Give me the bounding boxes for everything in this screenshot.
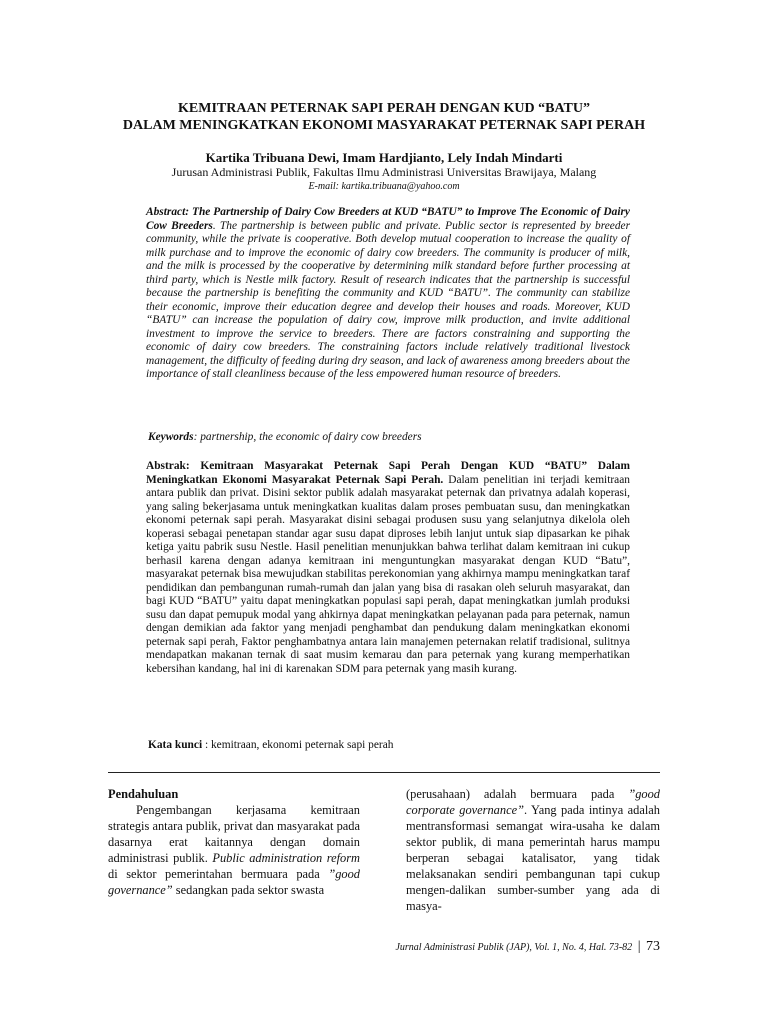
abstract-id-body: Dalam penelitian ini terjadi kemitraan antara publik dan privat. Disini sektor publik adalah masyarakat peternak dan privatnya adalah koperasi, yang saling bekerjasama untuk meningkatkan kualitas dalam proses pembuatan susu, dan meningkatkan ekonomi peternak sapi perah. Masyarakat disini sebagai produsen susu yang selanjutnya dikelola oleh koperasi sebagai penetapan standar agar susu dapat diproses lebih lanjut untuk siap dipasarkan ke pihak ketiga yaitu pabrik susu Nestle. Hasil penelitian menunjukkan bahwa terlihat dalam kemitraan ini cukup berhasil karena dengan adanya kemitraan ini menguntungkan masyarakat dengan KUD “Batu”, masyarakat peternak bisa mewujudkan stabilitas perekonomian yang akhirnya mampu meningkatkan taraf pendidikan dan pembangunan rumah-rumah dan jalan yang bisa di rasakan oleh seluruh masyarakat, dan bagi KUD “BATU” yaitu dapat meningkatkan populasi sapi perah, dapat meningkatkan jumlah produksi susu dan dapat pemupuk modal yang ahkirnya dapat meningkatkan pelayanan pada para peternak, namun dengan demikian ada faktor yang menjadi penghambat dan pendukung dalam meningkatkan ekonomi peternak sapi perah, Faktor penghambatnya antara lain manajemen peternakan relatif tradisional, sulitnya mendapatkan makanan ternak di saat musim kemarau dan para peternak yang kurang memperhatikan kebersihan kandang, hal ini di karenakan SDM para peternak yang masih kurang.	[146, 473, 630, 675]
keywords-id-text: : kemitraan, ekonomi peternak sapi perah	[202, 739, 394, 751]
paper-title-line1: KEMITRAAN PETERNAK SAPI PERAH DENGAN KUD “BATU”	[178, 101, 590, 116]
section-divider	[108, 772, 660, 773]
abstract-indonesian	[146, 460, 630, 676]
intro-left-italic-1: Public administration reform	[212, 851, 360, 865]
author-list: Kartika Tribuana Dewi, Imam Hardjianto, Lely Indah Mindarti	[205, 150, 563, 165]
keywords-indonesian	[148, 738, 632, 752]
intro-left-column	[108, 786, 360, 898]
intro-left-text-2: di sektor pemerintahan bermuara pada	[108, 867, 329, 881]
page-number: 73	[646, 939, 660, 954]
author-affiliation: Jurusan Administrasi Publik, Fakultas Ilmu Administrasi Universitas Brawijaya, Malang	[171, 165, 597, 179]
abstract-en-label: Abstract:	[146, 206, 190, 218]
intro-left-italic-2: ”good governance”	[108, 867, 360, 897]
footer-separator: |	[637, 939, 641, 954]
intro-right-text-2: . Yang pada intinya adalah mentransformasi semangat wira-usaha ke dalam sektor publik, di mana pemerintah harus mampu berperan sebagai katalisator, yang tidak melaksanakan sendiri pembangunan tapi cukup mengen-dalikan sumber-sumber yang ada di masya-	[406, 803, 660, 913]
keywords-id-label: Kata kunci	[148, 739, 203, 751]
intro-left-text-1: Pengembangan kerjasama kemitraan strategis antara publik, privat dan masyarakat pada dasarnya erat kaitannya dengan domain administrasi publik.	[108, 803, 360, 865]
keywords-en-text: : partnership, the economic of dairy cow breeders	[193, 431, 422, 443]
intro-right-column	[406, 786, 660, 914]
abstract-en-body: . The partnership is between public and private. Public sector is represented by breeder community, while the private is cooperative. Both develop mutual cooperation to increase the quality of milk purchase and to improve the economic of dairy cow breeders. The community is producer of milk, and the milk is processed by the cooperative by determining milk standard before further processing at third party, which is Nestle milk factory. Result of research indicates that the partnership is successful because the partnership is benefiting the community and KUD “BATU”. The community can stabilize their economic, improve their education degree and develop their houses and roads. Moreover, KUD “BATU” can increase the population of dairy cow, improve milk production, and invite additional investment to improve the service to breeders. There are factors constraining and supporting the economic of dairy cow breeders. The constraining factors include relatively traditional livestock management, the difficulty of feeding during dry season, and lack of awareness among breeders about the importance of stall cleanliness because of the less empowered human resource of breeders.	[146, 219, 631, 380]
abstract-id-title: Kemitraan Masyarakat Peternak Sapi Perah Dengan KUD “BATU” Dalam Meningkatkan Ekonomi Masyarakat Peternak Sapi Perah.	[146, 460, 630, 486]
paper-title	[100, 100, 668, 134]
intro-right-italic-1: ”good corporate governance”	[406, 787, 660, 817]
page-footer	[300, 940, 660, 955]
intro-paragraph	[108, 802, 360, 898]
intro-heading: Pendahuluan	[108, 787, 179, 801]
intro-right-text-1: (perusahaan) adalah bermuara pada	[406, 787, 629, 801]
paper-title-line2: DALAM MENINGKATKAN EKONOMI MASYARAKAT PETERNAK SAPI PERAH	[122, 118, 646, 133]
abstract-en-title: The Partnership of Dairy Cow Breeders at KUD “BATU” to Improve The Economic of Dairy Cow Breeders	[146, 206, 630, 232]
intro-left-text-3: sedangkan pada sektor swasta	[172, 883, 325, 897]
keywords-english	[148, 430, 632, 444]
journal-citation: Jurnal Administrasi Publik (JAP), Vol. 1, No. 4, Hal. 73-82	[395, 942, 633, 953]
author-email: E-mail: kartika.tribuana@yahoo.com	[308, 181, 460, 192]
abstract-id-label: Abstrak:	[146, 460, 190, 472]
keywords-en-label: Keywords	[148, 431, 194, 443]
abstract-english	[146, 206, 630, 382]
